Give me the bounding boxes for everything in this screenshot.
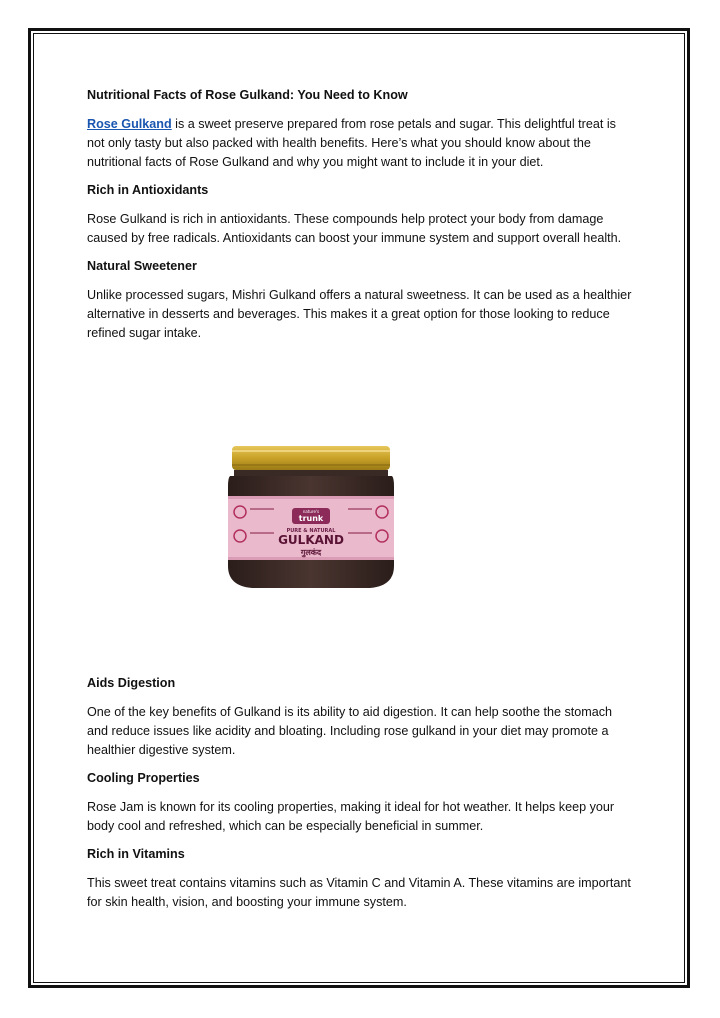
brand-top-text: nature's bbox=[302, 509, 320, 514]
section-body-antioxidants: Rose Gulkand is rich in antioxidants. These compounds help protect your body from damage caused by free radicals. Antioxidants can boost your immune system and support overall health. bbox=[87, 212, 622, 245]
article-top bbox=[87, 86, 635, 352]
brand-text: trunk bbox=[298, 514, 324, 523]
article-title: Nutritional Facts of Rose Gulkand: You Need to Know bbox=[87, 88, 408, 102]
product-hindi-text: गुलकंद bbox=[300, 548, 322, 557]
section-body-sweetener: Unlike processed sugars, Mishri Gulkand offers a natural sweetness. It can be used as a healthier alternative in desserts and beverages. This makes it a great option for those looking to reduce refined sugar intake. bbox=[87, 288, 632, 340]
section-heading-digestion: Aids Digestion bbox=[87, 676, 176, 690]
section-body-digestion: One of the key benefits of Gulkand is its ability to aid digestion. It can help soothe the stomach and reduce issues like acidity and bloating. Including rose gulkand in your diet may promote a healthier digestive system. bbox=[87, 705, 613, 757]
rose-gulkand-link[interactable]: Rose Gulkand bbox=[87, 117, 172, 131]
section-body-cooling: Rose Jam is known for its cooling properties, making it ideal for hot weather. It helps keep your body cool and refreshed, which can be especially beneficial in summer. bbox=[87, 800, 615, 833]
section-heading-cooling: Cooling Properties bbox=[87, 771, 200, 785]
section-heading-sweetener: Natural Sweetener bbox=[87, 259, 197, 273]
article-bottom bbox=[87, 674, 635, 921]
intro-text: is a sweet preserve prepared from rose petals and sugar. This delightful treat is not only tasty but also packed with health benefits. Here’s what you should know about the nutritional facts of Rose Gulkand and why you might want to include it in your diet. bbox=[87, 117, 616, 169]
intro-paragraph bbox=[87, 115, 635, 172]
section-body-vitamins: This sweet treat contains vitamins such as Vitamin C and Vitamin A. These vitamins are important for skin health, vision, and boosting your immune system. bbox=[87, 876, 631, 909]
tagline-text: PURE & NATURAL bbox=[286, 528, 336, 534]
section-heading-antioxidants: Rich in Antioxidants bbox=[87, 183, 209, 197]
gulkand-jar-image bbox=[222, 438, 400, 592]
product-name-text: GULKAND bbox=[278, 533, 344, 547]
section-heading-vitamins: Rich in Vitamins bbox=[87, 847, 185, 861]
